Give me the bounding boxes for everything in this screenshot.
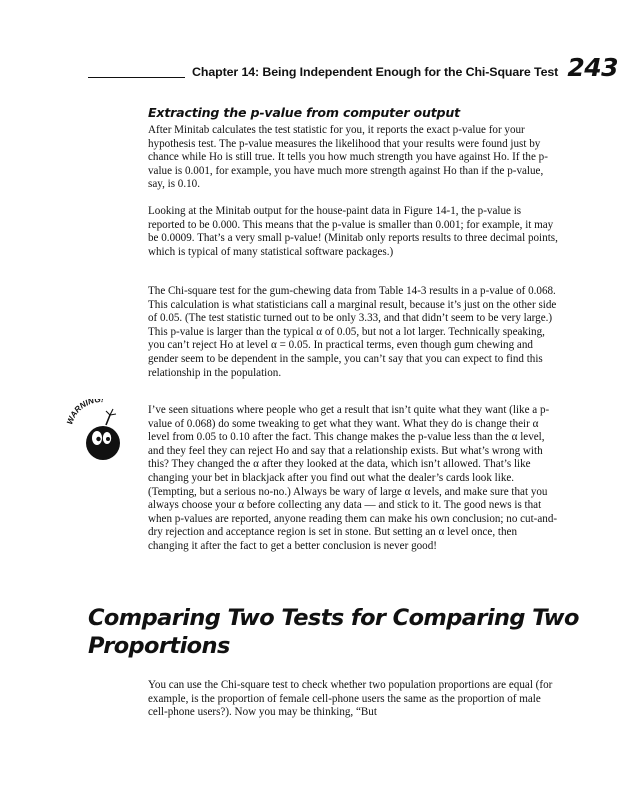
paragraph-text: The Chi-square test for the gum-chewing data from Table 14-3 results in a p-value of 0.068. This calculation is what statisticians call a marginal result, because it’s just on the other side of 0.05. (The test statistic turned out to be only 3.33, and that didn’t seem to be very large.) This p-value is larger than the typical α of 0.05, but not a lot larger. Technically speaking, you can’t reject Ho at level α = 0.05. In practical terms, even though gum chewing and gender seem to be dependent in the sample, you can’t say that you can expect to find this relationship in the population. <box>148 285 557 379</box>
paragraph-gum-chewing <box>148 285 558 380</box>
section-heading: Comparing Two Tests for Comparing Two Proportions <box>88 605 579 659</box>
subsection-heading: Extracting the p-value from computer output <box>148 105 460 120</box>
warning-bomb-icon <box>66 399 130 463</box>
running-header <box>88 55 618 95</box>
paragraph-pvalue-intro <box>148 124 558 192</box>
paragraph-two-proportions <box>148 679 558 720</box>
paragraph-house-paint <box>148 205 558 259</box>
paragraph-text: Looking at the Minitab output for the house-paint data in Figure 14-1, the p-value is reported to be 0.000. This means that the p-value is smaller than 0.001; for example, it may be 0.0009. That’s a very small p-value! (Minitab only reports results to three decimal points, which is typical of many statistical software packages.) <box>148 205 558 258</box>
paragraph-text: After Minitab calculates the test statistic for you, it reports the exact p-value for your hypothesis test. The p-value measures the likelihood that your results were found just by chance while Ho is still true. It tells you how much strength you have against Ho. If the p-value is 0.001, for example, you have much more strength against Ho than if the p-value, say, is 0.10. <box>148 124 548 191</box>
chapter-title: Chapter 14: Being Independent Enough for the Chi-Square Test <box>192 65 559 79</box>
page-number: 243 <box>567 53 618 82</box>
paragraph-text: I’ve seen situations where people who get a result that isn’t quite what they want (like a p-value of 0.068) do some tweaking to get what they want. What they do is change their α level from 0.05 to 0.10 after the fact. This change makes the p-value less than the α level, and they feel they can reject Ho and say that a relationship exists. But what’s wrong with this? They changed the α after they looked at the data, which isn’t allowed. That’s like changing your bet in blackjack after you find out what the dealer’s cards look like. (Tempting, but a serious no-no.) Always be wary of large α levels, and make sure that you always choose your α before collecting any data — and stick to it. The good news is that when p-values are reported, anyone reading them can make his own conclusion; no cut-and-dry rejection and acceptance region is set in stone. But setting an α level once, then changing it after the fact to get a better conclusion is never good! <box>148 404 558 552</box>
bomb-icon <box>66 399 130 463</box>
paragraph-text: You can use the Chi-square test to check whether two population proportions are equal (for example, is the proportion of female cell-phone users the same as the proportion of male cell-phone users?). Now you may be thinking, “But <box>148 679 553 719</box>
paragraph-warning <box>148 404 558 554</box>
header-rule <box>88 77 185 78</box>
warning-label: WARNING! <box>66 399 104 426</box>
